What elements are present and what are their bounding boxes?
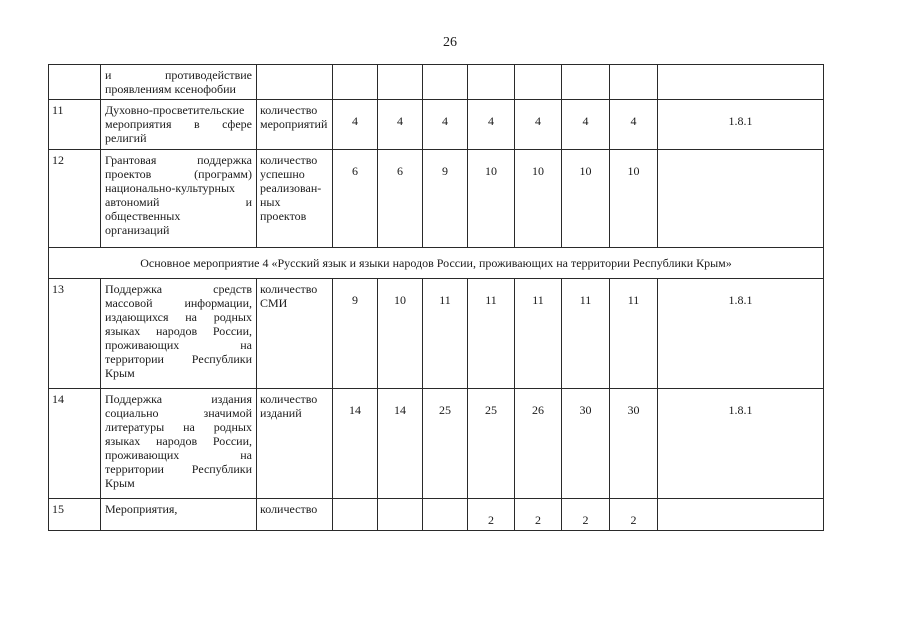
table-body-upper <box>49 65 824 248</box>
page-number: 26 <box>443 35 457 50</box>
row-value <box>333 65 378 100</box>
row-name-line: проявлениям ксенофобии <box>105 82 236 96</box>
row-unit <box>257 499 333 531</box>
row-value: 2 <box>610 499 658 531</box>
table-body-section <box>49 248 824 279</box>
row-name-line: и противодействие <box>105 68 252 82</box>
row-unit-line: СМИ <box>260 296 288 310</box>
row-unit-line: ных проектов <box>260 195 307 223</box>
row-value: 11 <box>515 279 562 389</box>
row-name <box>101 279 257 389</box>
indicators-table <box>48 64 824 531</box>
row-unit <box>257 65 333 100</box>
section-header-row <box>49 248 824 279</box>
row-name <box>101 389 257 499</box>
row-unit <box>257 150 333 248</box>
row-value: 9 <box>423 150 468 248</box>
row-name-line: массовой информации, <box>105 296 252 310</box>
row-value <box>610 65 658 100</box>
row-value <box>515 65 562 100</box>
row-unit-line: количество <box>260 103 318 117</box>
row-value: 4 <box>333 100 378 150</box>
row-value: 30 <box>562 389 610 499</box>
row-value: 6 <box>333 150 378 248</box>
row-value: 4 <box>468 100 515 150</box>
row-value: 6 <box>378 150 423 248</box>
row-number: 13 <box>49 279 101 389</box>
row-name-line: территории Республики <box>105 462 252 476</box>
row-number: 11 <box>49 100 101 150</box>
row-name-line: социально значимой <box>105 406 252 420</box>
row-name <box>101 499 257 531</box>
row-value: 11 <box>562 279 610 389</box>
row-value: 14 <box>378 389 423 499</box>
row-value: 11 <box>468 279 515 389</box>
row-number: 14 <box>49 389 101 499</box>
row-name-line: Крым <box>105 366 135 380</box>
table-row <box>49 150 824 248</box>
table-row <box>49 389 824 499</box>
row-reference: 1.8.1 <box>658 279 824 389</box>
row-value: 10 <box>562 150 610 248</box>
row-value <box>333 499 378 531</box>
row-name-line: Поддержка издания <box>105 392 252 406</box>
row-value: 25 <box>423 389 468 499</box>
row-unit-line: изданий <box>260 406 302 420</box>
row-name-line: издающихся на родных <box>105 310 252 324</box>
row-unit-line: мероприятий <box>260 117 328 131</box>
row-name-line: Грантовая поддержка <box>105 153 252 167</box>
row-value <box>423 65 468 100</box>
section-header: Основное мероприятие 4 «Русский язык и языки народов России, проживающих на территории Республики Крым» <box>49 248 824 279</box>
row-reference <box>658 65 824 100</box>
row-unit-line: количество <box>260 153 318 167</box>
row-reference <box>658 499 824 531</box>
row-name-line: языках народов России, <box>105 324 252 338</box>
row-reference: 1.8.1 <box>658 100 824 150</box>
row-unit-line: реализован- <box>260 181 322 195</box>
row-reference: 1.8.1 <box>658 389 824 499</box>
row-value <box>562 65 610 100</box>
row-value: 2 <box>562 499 610 531</box>
row-name-line: Поддержка средств <box>105 282 252 296</box>
row-value: 30 <box>610 389 658 499</box>
table-body-lower <box>49 279 824 531</box>
row-name-line: автономий и <box>105 195 252 209</box>
row-value: 25 <box>468 389 515 499</box>
row-value: 4 <box>378 100 423 150</box>
row-name <box>101 65 257 100</box>
row-name <box>101 100 257 150</box>
table-row <box>49 279 824 389</box>
row-value <box>468 65 515 100</box>
row-unit-line: количество <box>260 282 318 296</box>
row-unit <box>257 389 333 499</box>
row-unit <box>257 100 333 150</box>
row-name-line: проживающих на <box>105 338 252 352</box>
row-value: 2 <box>515 499 562 531</box>
row-value: 11 <box>423 279 468 389</box>
row-number: 12 <box>49 150 101 248</box>
row-value: 4 <box>562 100 610 150</box>
table-row <box>49 65 824 100</box>
row-value: 4 <box>610 100 658 150</box>
row-name-line: общественных <box>105 209 181 223</box>
row-value <box>423 499 468 531</box>
row-value: 4 <box>515 100 562 150</box>
row-unit-line: успешно <box>260 167 305 181</box>
row-name-line: организаций <box>105 223 170 237</box>
table-row <box>49 499 824 531</box>
row-name-line: Духовно-просветительские <box>105 103 245 117</box>
row-unit-line: количество <box>260 502 318 516</box>
row-value: 14 <box>333 389 378 499</box>
row-reference <box>658 150 824 248</box>
row-number <box>49 65 101 100</box>
row-value: 10 <box>515 150 562 248</box>
row-value: 4 <box>423 100 468 150</box>
row-name-line: национально-культурных <box>105 181 236 195</box>
row-value: 10 <box>468 150 515 248</box>
table-row <box>49 100 824 150</box>
row-number: 15 <box>49 499 101 531</box>
row-value: 10 <box>610 150 658 248</box>
row-value: 9 <box>333 279 378 389</box>
row-unit <box>257 279 333 389</box>
row-value: 10 <box>378 279 423 389</box>
row-value <box>378 499 423 531</box>
row-value: 11 <box>610 279 658 389</box>
row-name-line: проектов (программ) <box>105 167 252 181</box>
row-name-line: языках народов России, <box>105 434 252 448</box>
row-value: 2 <box>468 499 515 531</box>
row-name-line: территории Республики <box>105 352 252 366</box>
row-name-line: проживающих на <box>105 448 252 462</box>
row-name-line: литературы на родных <box>105 420 252 434</box>
row-name-line: Мероприятия, <box>105 502 178 516</box>
row-name-line: религий <box>105 131 147 145</box>
row-value <box>378 65 423 100</box>
row-name <box>101 150 257 248</box>
row-name-line: мероприятия в сфере <box>105 117 252 131</box>
row-unit-line: количество <box>260 392 318 406</box>
row-value: 26 <box>515 389 562 499</box>
row-name-line: Крым <box>105 476 135 490</box>
